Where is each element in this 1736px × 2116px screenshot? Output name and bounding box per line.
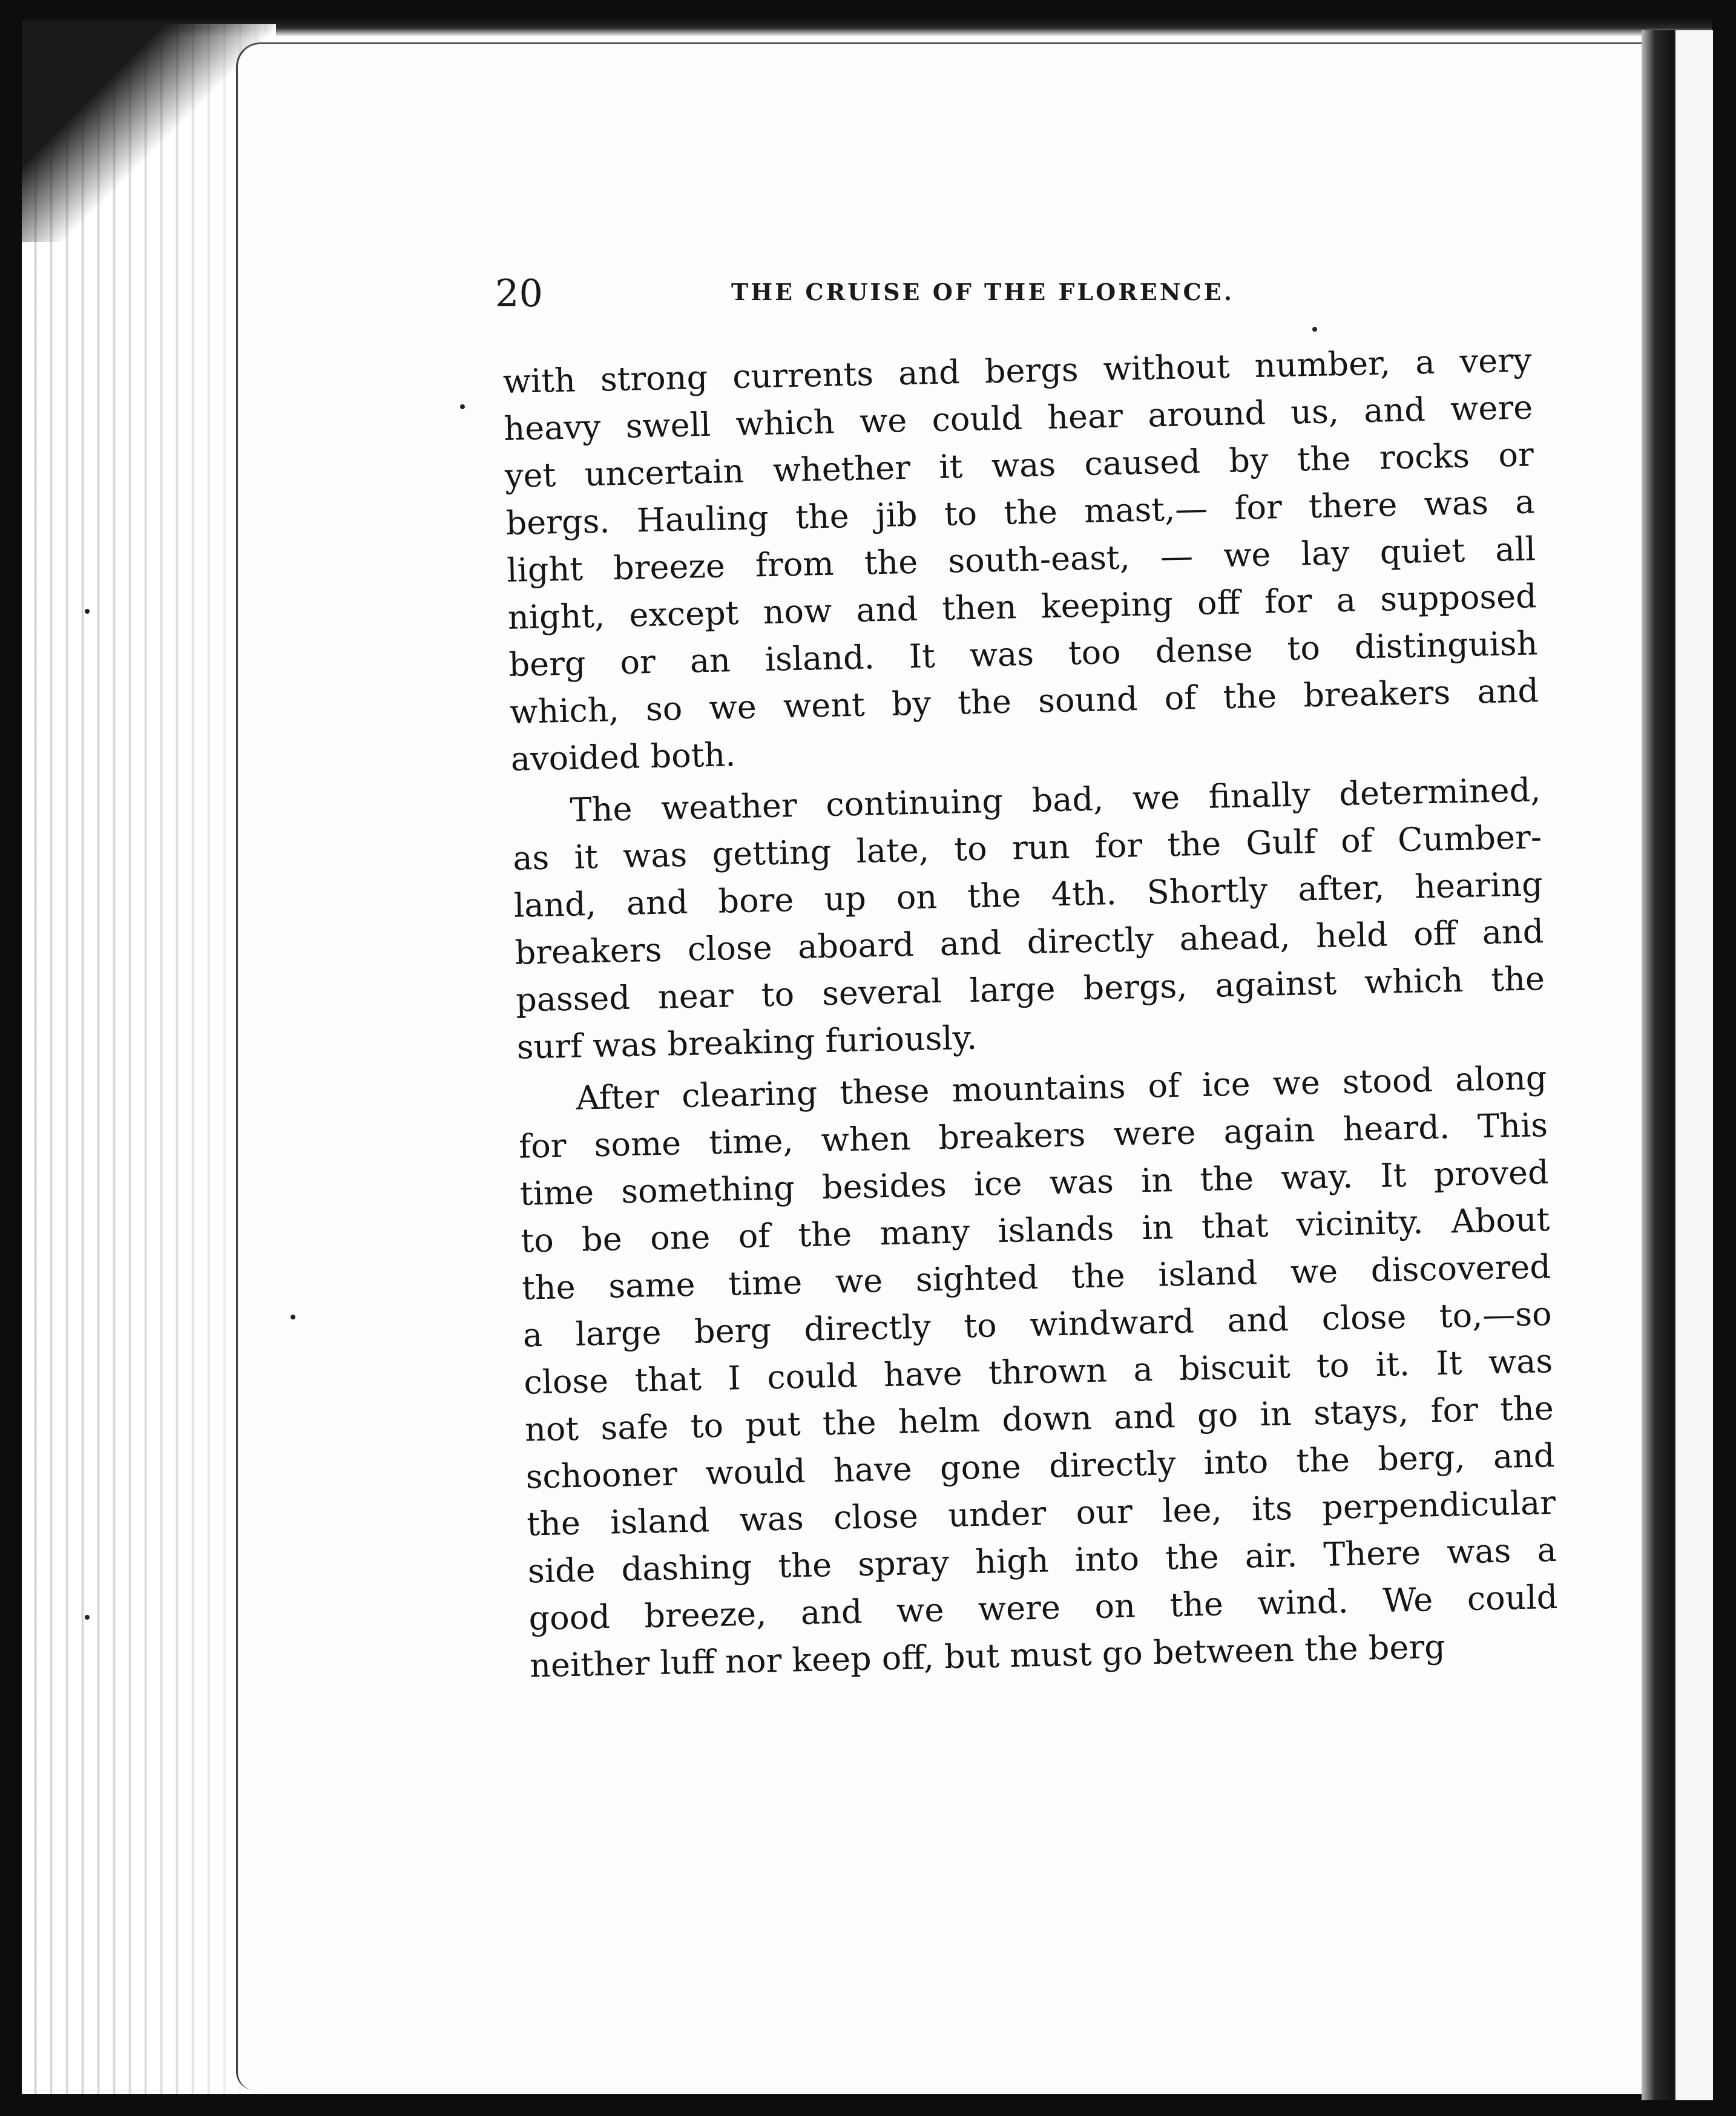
- text-line: The weather continuing bad, we finally determined,: [569, 770, 1541, 829]
- running-head: [495, 271, 1282, 320]
- scan-speck: [291, 1315, 295, 1319]
- text-line: with strong currents and bergs without number, a very: [502, 341, 1533, 401]
- scan-speck: [85, 609, 90, 614]
- text-line: not safe to put the helm down and go in stays, for the: [524, 1389, 1554, 1449]
- text-line: night, except now and then keeping off for a supposed: [507, 577, 1537, 637]
- text-line: side dashing the spray high into the air. There was a: [527, 1530, 1557, 1591]
- text-line: bergs. Hauling the jib to the mast,— for there was a: [505, 482, 1535, 542]
- text-line: which, so we went by the sound of the breakers and: [509, 671, 1539, 731]
- text-line: After clearing these mountains of ice we stood along: [575, 1059, 1547, 1117]
- scan-border-right: [1712, 0, 1736, 2116]
- text-line: as it was getting late, to run for the Gulf of Cumber-: [512, 818, 1542, 878]
- running-title: THE CRUISE OF THE FLORENCE.: [731, 278, 1234, 306]
- paragraph: [511, 766, 1546, 1071]
- paragraph: [518, 1054, 1559, 1689]
- text-line: close that I could have thrown a biscuit to it. It was: [523, 1342, 1553, 1402]
- text-line: yet uncertain whether it was caused by the rocks or: [504, 435, 1534, 495]
- scan-border-left: [0, 0, 22, 2116]
- text-line: a large berg directly to windward and close to,—so: [522, 1295, 1553, 1355]
- facing-page-edge: [1674, 30, 1713, 2100]
- text-line: time something besides ice was in the way. It proved: [519, 1153, 1550, 1213]
- text-line: good breeze, and we were on the wind. We could: [528, 1577, 1558, 1638]
- text-line: berg or an island. It was too dense to distinguish: [508, 624, 1538, 684]
- book-gutter: [1642, 30, 1674, 2100]
- text-line: the island was close under our lee, its perpendicular: [526, 1483, 1556, 1543]
- scan-speck: [460, 404, 465, 409]
- page-number: 20: [495, 271, 543, 315]
- paragraph: [502, 337, 1540, 783]
- text-line: neither luff nor keep off, but must go between the berg: [529, 1627, 1446, 1685]
- text-line: the same time we sighted the island we discovered: [521, 1247, 1551, 1307]
- text-line: avoided both.: [510, 735, 736, 778]
- text-line: schooner would have gone directly into the berg, and: [525, 1436, 1555, 1496]
- text-line: for some time, when breakers were again heard. This: [518, 1106, 1548, 1166]
- body-text: [502, 337, 1559, 1689]
- text-line: land, and bore up on the 4th. Shortly after, hearing: [513, 865, 1544, 925]
- text-line: passed near to several large bergs, against which the: [515, 959, 1545, 1019]
- text-line: breakers close aboard and directly ahead, held off and: [514, 912, 1544, 972]
- text-line: to be one of the many islands in that vicinity. About: [520, 1200, 1550, 1260]
- text-line: light breeze from the south-east, — we lay quiet all: [506, 530, 1536, 590]
- scan-speck: [85, 1615, 90, 1620]
- text-line: heavy swell which we could hear around us, and were: [503, 388, 1533, 448]
- scan-border-bottom: [0, 2094, 1736, 2116]
- scan-speck: [1312, 327, 1317, 332]
- text-line: surf was breaking furiously.: [516, 1018, 978, 1066]
